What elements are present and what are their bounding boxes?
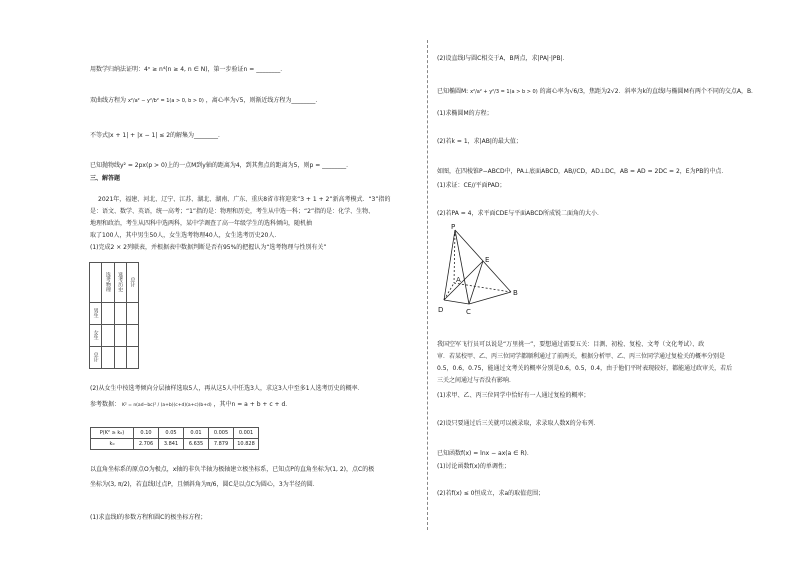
pilot-line-3: 0.5，0.6，0.75，能通过文考关的概率分别是0.6，0.5，0.4，由于他们平时表现较好，都能通过政审关，若后 bbox=[437, 365, 733, 372]
p1-line-4: 取了100人，其中男生50人，女生选考物理40人，女生选考历史20人． bbox=[90, 232, 281, 239]
ref-label: 参考数据： bbox=[90, 401, 121, 408]
table1-row-female: 女生 bbox=[92, 329, 99, 340]
t2-r1-c1: 0.10 bbox=[134, 428, 159, 439]
reference-data bbox=[90, 401, 291, 410]
pilot-line-2: 审．若某校甲、乙、丙三位同学都顺利通过了前两关，根据分析甲、乙、丙三位同学通过复检关的概率分别是 bbox=[437, 353, 726, 360]
edge-AB bbox=[454, 283, 511, 292]
pyramid-q1: (1)求证：CE//平面PAD； bbox=[437, 182, 506, 189]
t2-r2-c3: 6.635 bbox=[184, 439, 209, 450]
p2-line-1: 以直角坐标系的原点O为极点，x轴的非负半轴为极轴建立极坐标系，已知点P的直角坐标为(1, 2)，点C的极 bbox=[90, 466, 375, 473]
ellipse-prefix: 已知椭圆M: bbox=[437, 88, 469, 95]
edge-PC bbox=[455, 230, 469, 304]
p2-line-2: 坐标为(3, π/2)，若直线l过点P，且倾斜角为π/6，圆C是以点C为圆心，3为半径的圆． bbox=[90, 481, 319, 488]
label-D: D bbox=[438, 306, 444, 314]
t2-r2-c2: 3.841 bbox=[159, 439, 184, 450]
ref-tail: ，其中n = a + b + c + d． bbox=[213, 401, 292, 408]
function-statement: 已知函数f(x) = lnx − ax(a ∈ R)． bbox=[437, 450, 533, 457]
p1-question-2: (2)从女生中按选考倾向分层抽样选取5人，再从这5人中任选3人，求这3人中至多1人选考历史的概率． bbox=[90, 385, 364, 392]
label-E: E bbox=[485, 256, 490, 264]
contingency-table bbox=[89, 262, 139, 369]
ellipse-question bbox=[437, 88, 757, 96]
edge-PD bbox=[444, 230, 455, 300]
ellipse-q1: (1)求椭圆M的方程； bbox=[437, 110, 493, 117]
column-divider bbox=[427, 40, 428, 530]
ellipse-q2: (2)若k = 1，求|AB|的最大值； bbox=[437, 138, 522, 145]
table1-row-male: 男生 bbox=[92, 307, 99, 318]
edge-DC bbox=[444, 300, 469, 304]
label-C: C bbox=[466, 308, 471, 316]
t2-r1-c0: P(K² ≥ k₀) bbox=[91, 428, 134, 439]
critical-value-table bbox=[90, 427, 259, 450]
table1-header-physics: 选考物理 bbox=[104, 271, 111, 292]
label-P: P bbox=[451, 223, 456, 231]
t2-r2-c4: 7.879 bbox=[209, 439, 234, 450]
label-B: B bbox=[513, 289, 518, 297]
t2-r2-c0: k₀ bbox=[91, 439, 134, 450]
t2-r1-c4: 0.005 bbox=[209, 428, 234, 439]
function-q2: (2)若f(x) ≤ 0恒成立，求a的取值范围； bbox=[437, 490, 545, 497]
question-14 bbox=[90, 97, 321, 105]
ref-formula: K² = n(ad−bc)² / (a+b)(c+d)(a+c)(b+d) bbox=[121, 403, 212, 408]
edge-DE bbox=[444, 261, 483, 300]
label-A: A bbox=[456, 276, 461, 284]
table1-row-total: 总计 bbox=[92, 351, 99, 362]
pyramid-q2: (2)若PA = 4，求平面CDE与平面ABCD所成锐二面角的大小． bbox=[437, 210, 604, 217]
question-16: 已知抛物线y² = 2px(p > 0)上的一点M到y轴的距离为4，到其焦点的距离为5，则p = ________． bbox=[90, 162, 353, 169]
p1-line-2: 是：语文、数学、英语，统一高考；“1”指的是：物理和历史，考生从中选一科；“2”指的是：化学、生物、 bbox=[90, 208, 375, 215]
question-15: 不等式|x + 1| + |x − 1| ≤ 2的解集为________． bbox=[90, 132, 225, 139]
p1-line-3: 地理和政治，考生从四科中选两科，某中学调查了高一年级学生的选科倾向，随机抽 bbox=[90, 220, 313, 227]
p1-question-1: (1)完成2 × 2列联表，并根据表中数据判断是否有95%的把握认为“选考物理与性别有关” bbox=[90, 244, 327, 251]
pilot-line-4: 三关之间通过与否没有影响． bbox=[437, 377, 516, 384]
pyramid-statement: 如图，在四棱锥P−ABCD中，PA⊥底面ABCD，AB//CD，AD⊥DC，AB = AD = 2DC = 2，E为PB的中点． bbox=[437, 168, 728, 175]
section-heading: 三、解答题 bbox=[90, 175, 121, 182]
edge-CB bbox=[469, 292, 511, 304]
r-question-2: (2)设直线l与圆C相交于A，B两点，求|PA|·|PB|． bbox=[437, 55, 569, 62]
question-13: 用数学归纳法证明：4ⁿ ≥ n⁴(n ≥ 4, n ∈ N)，第一步验证n = ________． bbox=[90, 66, 287, 73]
ellipse-formula: x²/a² + y²/3 = 1(a > b > 0) bbox=[470, 89, 538, 95]
pilot-line-1: 我国空军飞行员可以说是“万里挑一”，要想通过需要五关：目测、初检、复检、文考（文化考试）、政 bbox=[437, 341, 705, 348]
t2-r1-c3: 0.01 bbox=[184, 428, 209, 439]
table1-header-history: 选考历史 bbox=[117, 271, 124, 292]
p1-line-1: 2021年，福建、河北、辽宁、江苏、湖北、湖南、广东、重庆8省市将迎来“3 + 1 + 2”新高考模式．“3”指的 bbox=[98, 196, 391, 203]
q14-prefix: 双曲线方程为 bbox=[90, 97, 127, 104]
q14-formula: x²/a² − y²/b² = 1(a > 0, b > 0) bbox=[127, 98, 204, 104]
t2-r2-c5: 10.828 bbox=[234, 439, 259, 450]
ellipse-suffix: 的离心率为√6/3，焦距为2√2．斜率为k的直线l与椭圆M有两个不同的交点A，B． bbox=[539, 88, 758, 95]
pilot-q2: (2)设只要通过后三关就可以被录取，求录取人数X的分布列． bbox=[437, 420, 600, 427]
table1-corner bbox=[90, 263, 102, 303]
t2-r2-c1: 2.706 bbox=[134, 439, 159, 450]
t2-r1-c5: 0.001 bbox=[234, 428, 259, 439]
pilot-q1: (1)求甲、乙、丙三位同学中恰好有一人通过复检的概率； bbox=[437, 392, 590, 399]
function-q1: (1)讨论函数f(x)的单调性； bbox=[437, 463, 510, 470]
q14-suffix: ，离心率为√5，则渐近线方程为________． bbox=[205, 97, 322, 104]
t2-r1-c2: 0.05 bbox=[159, 428, 184, 439]
pyramid-figure bbox=[432, 220, 522, 320]
table1-header-total: 总计 bbox=[129, 276, 136, 287]
p2-question-1: (1)求直线l的参数方程和圆C的极坐标方程； bbox=[90, 514, 207, 521]
